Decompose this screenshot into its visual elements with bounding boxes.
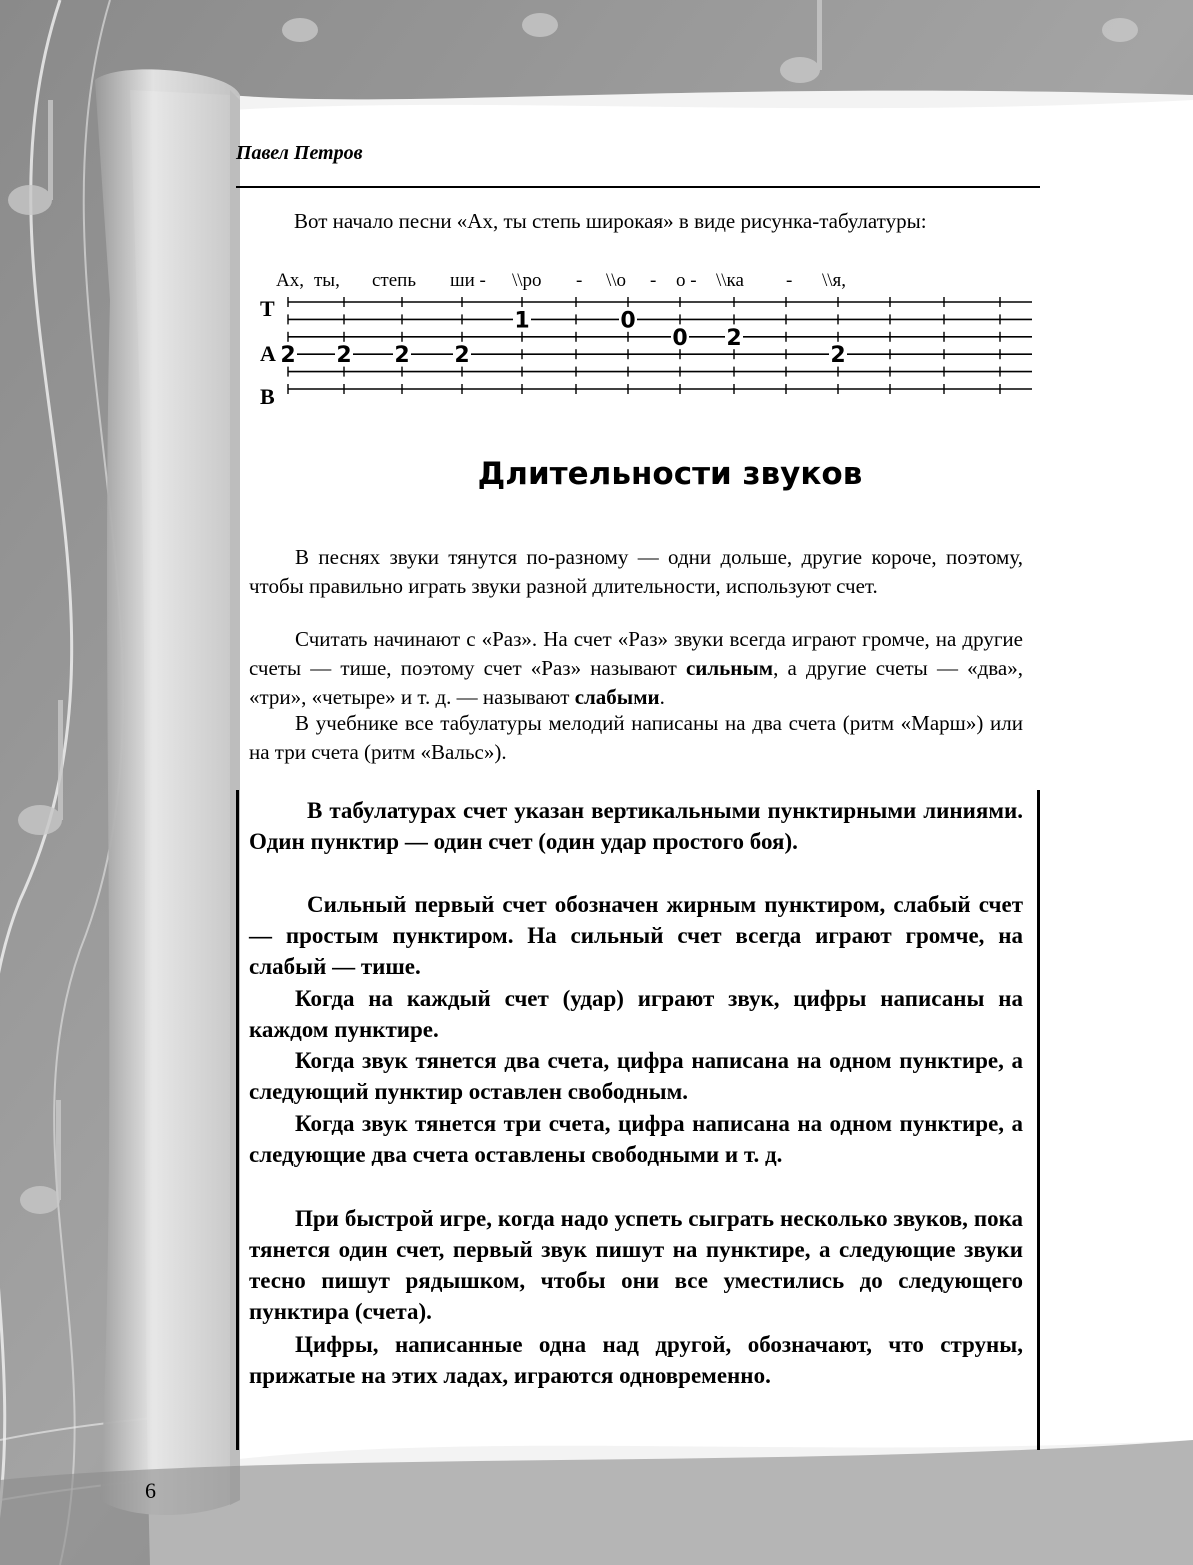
- tab-lyric: \\о: [606, 270, 627, 291]
- paragraph-2: Считать начинают с «Раз». На счет «Раз» звуки всегда играют громче, на другие счеты — тише, поэтому счет «Раз» называют сильным, а другие счеты — «два», «три», «четыре» и т. д. — называют слабыми.: [249, 627, 1023, 709]
- page-number: 6: [145, 1478, 156, 1503]
- paragraph-1: В песнях звуки тянутся по-разному — одни дольше, другие короче, поэтому, чтобы правильно играть звуки разной длительности, используют счет.: [249, 545, 1023, 598]
- tab-lyric: \\ро: [512, 270, 542, 291]
- tab-letter-T: T: [260, 296, 275, 321]
- tab-lyric: Ах,: [276, 270, 304, 291]
- tab-note: 0: [672, 325, 688, 351]
- tab-lyric: -: [786, 270, 793, 291]
- tab-lyric: ты,: [314, 270, 340, 291]
- box-paragraph-1: В табулатурах счет указан вертикальными пунктирными линиями. Один пунктир — один счет (один удар простого боя).: [249, 798, 1023, 854]
- tab-letter-A: A: [260, 341, 276, 366]
- tab-note: 2: [726, 325, 742, 351]
- tab-lyric: степь: [372, 270, 417, 291]
- box-paragraph-5: Когда звук тянется три счета, цифра написана на одном пунктире, а следующие два счета оставлены свободными и т. д.: [249, 1111, 1023, 1167]
- tab-note: 2: [454, 343, 470, 369]
- tab-lyric: ши -: [450, 270, 486, 291]
- tab-letter-B: B: [260, 384, 275, 409]
- tab-note: 2: [830, 343, 846, 369]
- paragraph-3: В учебнике все табулатуры мелодий написаны на два счета (ритм «Марш») или на три счета (ритм «Вальс»).: [249, 711, 1023, 764]
- tablature: [250, 262, 1050, 422]
- bold-strong: сильным: [685, 656, 774, 680]
- tab-note: 2: [280, 343, 296, 369]
- box-paragraph-2: Сильный первый счет обозначен жирным пунктиром, слабый счет — простым пунктиром. На сильный счет всегда играют громче, на слабый — тише.: [249, 892, 1023, 979]
- box-paragraph-7: Цифры, написанные одна над другой, обозначают, что струны, прижатые на этих ладах, играются одновременно.: [249, 1332, 1023, 1388]
- intro-text: Вот начало песни «Ах, ты степь широкая» в виде рисунка-табулатуры:: [294, 209, 927, 233]
- box-paragraph-3: Когда на каждый счет (удар) играют звук, цифры написаны на каждом пунктире.: [249, 986, 1023, 1042]
- tab-note: 1: [514, 308, 530, 334]
- tab-lyric: \\ка: [716, 270, 744, 291]
- tab-lyric: о -: [676, 270, 697, 291]
- box-paragraph-6: При быстрой игре, когда надо успеть сыграть несколько звуков, пока тянется один счет, первый звук пишут на пунктире, а следующие звуки тесно пишут рядышком, чтобы они все уместились до следующего пунктира (счета).: [249, 1206, 1023, 1324]
- box-paragraph-4: Когда звук тянется два счета, цифра написана на одном пунктире, а следующий пунктир оставлен свободным.: [249, 1048, 1023, 1104]
- header-rule: [236, 186, 1040, 188]
- bold-weak: слабыми: [574, 685, 660, 709]
- tab-note: 2: [336, 343, 352, 369]
- tab-lyric: -: [576, 270, 583, 291]
- tab-lyric: \\я,: [822, 270, 847, 291]
- section-title: Длительности звуков: [477, 456, 863, 492]
- tab-note: 0: [620, 308, 636, 334]
- author-name: Павел Петров: [236, 142, 363, 164]
- tab-note: 2: [394, 343, 410, 369]
- tab-lyric: -: [650, 270, 657, 291]
